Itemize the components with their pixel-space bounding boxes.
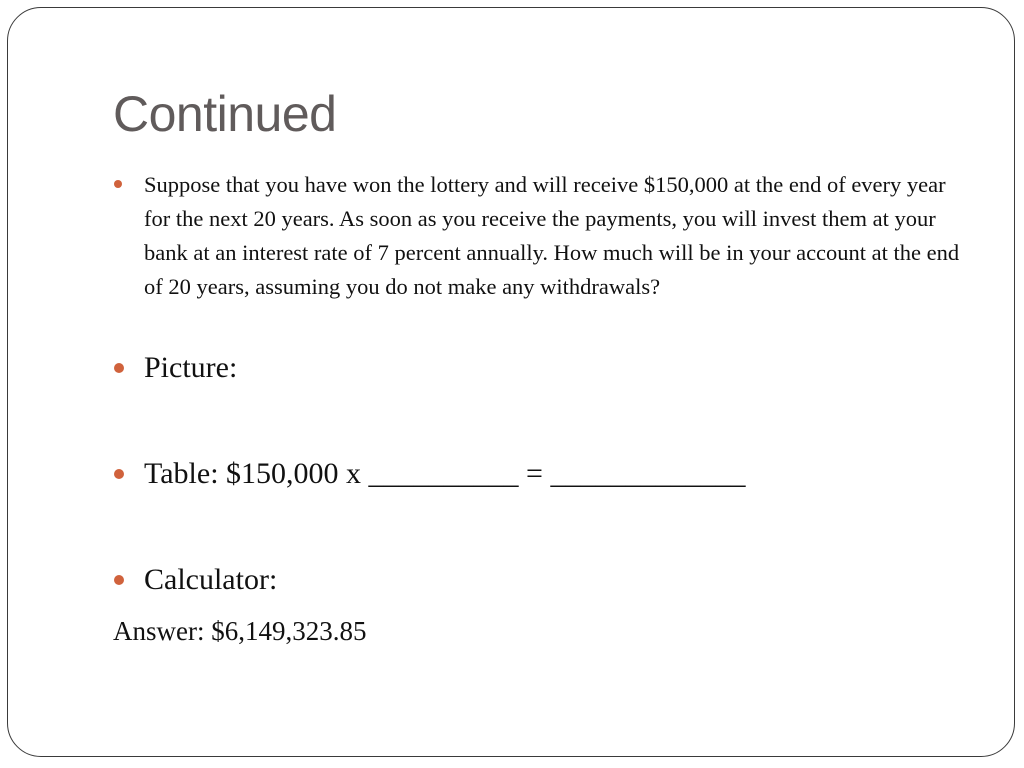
bullet-table	[144, 456, 745, 492]
bullet-dot-icon	[114, 469, 124, 479]
bullet-text: Calculator:	[144, 563, 278, 596]
answer-text: Answer: $6,149,323.85	[113, 616, 367, 646]
bullet-dot-icon	[114, 575, 124, 585]
bullet-picture	[144, 350, 237, 386]
bullet-text: Suppose that you have won the lottery and will receive $150,000 at the end of every year for the next 20 years. As soon as you receive the payments, you will invest them at your bank at an interest rate of 7 percent annually. How much will be in your account at the end of 20 years, assuming you do not make any withdrawals?	[144, 172, 960, 299]
bullet-calculator	[144, 562, 277, 598]
bullet-dot-icon	[114, 180, 122, 188]
bullet-text: Table: $150,000 x __________ = _____________	[144, 457, 746, 490]
bullet-dot-icon	[114, 363, 124, 373]
slide-title: Continued	[113, 86, 337, 142]
bullet-problem-statement	[144, 168, 960, 304]
bullet-text: Picture:	[144, 351, 238, 384]
